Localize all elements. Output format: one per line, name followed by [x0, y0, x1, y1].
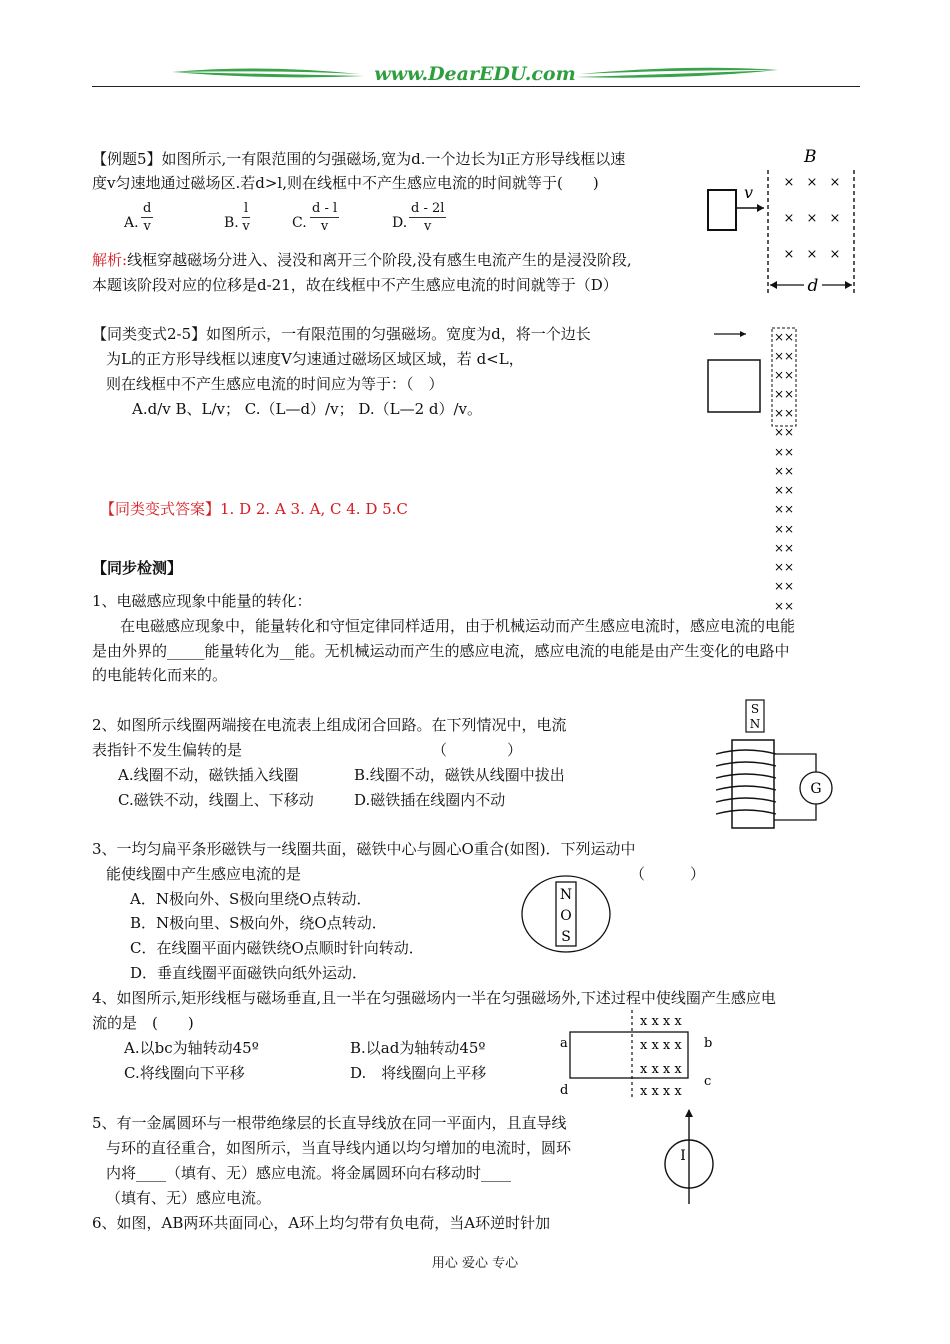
option-a-fraction — [141, 200, 153, 236]
example5-line2: 度v匀速地通过磁场区.若d>l,则在线框中不产生感应电流的时间就等于( ) — [92, 174, 599, 192]
velocity-arrowhead — [757, 204, 764, 212]
option-b-num: l — [244, 201, 249, 216]
variant25-line1: 【同类变式2-5】如图所示，一有限范围的匀强磁场。宽度为d，将一个边长 — [92, 325, 591, 343]
q4-option-b: B.以ad为轴转动45º — [350, 1039, 486, 1057]
variant25-figure — [700, 326, 810, 616]
variant25-line2: 为L的正方形导线框以速度V匀速通过磁场区域区域，若 d<L， — [106, 350, 524, 368]
cross-mark: × — [806, 211, 818, 226]
cross-mark: × — [783, 247, 795, 262]
cross-pair: ×× — [773, 349, 795, 363]
q3-option-b: B．N极向里、S极向外，绕O点转动． — [130, 914, 387, 932]
q4-figure — [556, 1008, 726, 1102]
option-c-num: d - l — [312, 201, 338, 216]
q3-line1: 3、一均匀扁平条形磁铁与一线圈共面，磁铁中心与圆心O重合(如图)．下列运动中 — [92, 840, 636, 858]
cross-row: x x x x — [640, 1062, 682, 1077]
cross-pair: ×× — [773, 599, 795, 613]
velocity-label: v — [744, 183, 754, 202]
corner-d-label: d — [560, 1083, 569, 1098]
cross-pair: ×× — [773, 445, 795, 459]
option-a-label: A. — [124, 215, 139, 231]
option-b-den: v — [242, 219, 250, 234]
cross-mark: × — [806, 247, 818, 262]
option-c-fraction — [310, 200, 339, 236]
q4-line1: 4、如图所示,矩形线框与磁场垂直,且一半在匀强磁场内一半在匀强磁场外,下述过程中使线圈产生感应电 — [92, 989, 776, 1007]
q1-line1: 1、电磁感应现象中能量的转化： — [92, 592, 312, 610]
corner-c-label: c — [704, 1074, 712, 1089]
coil-former — [732, 740, 774, 828]
cross-pair: ×× — [773, 425, 795, 439]
magnet-s-label: S — [750, 702, 760, 716]
analysis-text1: 线框穿越磁场分进入、浸没和离开三个阶段,没有感生电流产生的是浸没阶段, — [127, 251, 632, 269]
width-label: d — [807, 276, 819, 296]
cross-pair: ×× — [773, 560, 795, 574]
site-logo — [170, 62, 780, 88]
q2-option-b: B.线圈不动，磁铁从线圈中拔出 — [354, 766, 565, 784]
q1-line4: 的电能转化而来的。 — [92, 666, 228, 684]
q6-line1: 6、如图，AB两环共面同心，A环上均匀带有负电荷，当A环逆时针加 — [92, 1214, 551, 1232]
q2-line1: 2、如图所示线圈两端接在电流表上组成闭合回路。在下列情况中，电流 — [92, 716, 567, 734]
q2-line2: 表指针不发生偏转的是 — [92, 741, 243, 759]
example5-analysis-line1 — [92, 249, 632, 271]
q4-option-d: D. 将线圈向上平移 — [350, 1064, 487, 1082]
cross-row: x x x x — [640, 1014, 682, 1029]
variant-answers: 【同类变式答案】1. D 2. A 3. A, C 4. D 5.C — [100, 500, 408, 518]
galvanometer-label: G — [810, 781, 822, 797]
q5-line2: 与环的直径重合，如图所示，当直导线内通以均匀增加的电流时，圆环 — [106, 1139, 572, 1157]
magnet-n-label: N — [559, 887, 573, 903]
cross-mark: × — [829, 211, 841, 226]
q4-option-c: C.将线圈向下平移 — [124, 1064, 245, 1082]
option-b-fraction — [242, 200, 250, 236]
q2-option-a: A.线圈不动，磁铁插入线圈 — [118, 766, 299, 784]
cross-pair: ×× — [773, 483, 795, 497]
q5-line4: （填有、无）感应电流。 — [106, 1189, 272, 1207]
q2-figure — [712, 696, 842, 836]
q5-line1: 5、有一金属圆环与一根带绝缘层的长直导线放在同一平面内，且直导线 — [92, 1114, 567, 1132]
q3-option-c: C．在线圈平面内磁铁绕O点顺时针向转动． — [130, 939, 424, 957]
q1-line3: 是由外界的_____能量转化为__能。无机械运动而产生的感应电流，感应电流的电能是由产生变化的电路中 — [92, 642, 790, 660]
cross-mark: × — [806, 175, 818, 190]
wire-frame — [708, 190, 736, 230]
option-d-num: d - 2l — [411, 201, 445, 216]
example5-figure — [700, 140, 870, 300]
current-arrowhead — [685, 1109, 693, 1117]
width-arrowhead-left — [770, 281, 777, 289]
cross-pair: ×× — [773, 541, 795, 555]
q2-option-d: D.磁铁插在线圈内不动 — [354, 791, 506, 809]
q5-figure — [656, 1106, 722, 1208]
q2-paren: （ ） — [432, 741, 523, 759]
cross-pair: ×× — [773, 368, 795, 382]
q1-line2: 在电磁感应现象中，能量转化和守恒定律同样适用，由于机械运动而产生感应电流时，感应电流的电能 — [120, 617, 796, 635]
magnet-s-label: S — [561, 929, 571, 945]
sync-title: 【同步检测】 — [92, 559, 183, 577]
q3-figure — [518, 872, 618, 956]
q3-paren: （ ） — [630, 865, 706, 883]
cross-mark: × — [783, 211, 795, 226]
coil-windings — [716, 750, 776, 814]
q3-option-d: D．垂直线圈平面磁铁向纸外运动． — [130, 964, 368, 982]
cross-pair: ×× — [773, 579, 795, 593]
corner-b-label: b — [704, 1036, 713, 1051]
corner-a-label: a — [560, 1036, 568, 1051]
circuit-wire — [774, 804, 816, 820]
q3-line2: 能使线圈中产生感应电流的是 — [106, 865, 302, 883]
q4-option-a: A.以bc为轴转动45º — [124, 1039, 259, 1057]
q2-option-c: C.磁铁不动，线圈上、下移动 — [118, 791, 314, 809]
example5-line1: 【例题5】如图所示,一有限范围的匀强磁场,宽为d.一个边长为l正方形导线框以速 — [92, 150, 626, 168]
header-rule — [92, 86, 860, 87]
option-d-label: D. — [392, 215, 408, 231]
option-c-label: C. — [292, 215, 307, 231]
cross-mark: × — [829, 175, 841, 190]
analysis-label: 解析: — [92, 251, 128, 269]
option-a-den: v — [143, 219, 151, 234]
q5-line3: 内将____（填有、无）感应电流。将金属圆环向右移动时____ — [106, 1164, 512, 1182]
circuit-wire — [774, 754, 816, 772]
cross-pair: ×× — [773, 330, 795, 344]
center-o-label: O — [560, 908, 572, 924]
page-footer: 用心 爱心 专心 — [431, 1256, 519, 1271]
option-d-den: v — [424, 219, 432, 234]
current-label: I — [680, 1148, 686, 1164]
option-b-label: B. — [224, 215, 239, 231]
width-arrowhead-right — [845, 281, 852, 289]
cross-pair: ×× — [773, 522, 795, 536]
motion-arrowhead — [740, 331, 746, 337]
q4-line2: 流的是 ( ) — [92, 1014, 194, 1032]
cross-pair: ×× — [773, 464, 795, 478]
option-c-den: v — [320, 219, 329, 234]
cross-mark: × — [783, 175, 795, 190]
cross-pair: ×× — [773, 406, 795, 420]
wire-frame — [708, 360, 760, 412]
cross-row: x x x x — [640, 1084, 682, 1099]
option-d-fraction — [409, 200, 446, 236]
field-label-b: B — [804, 147, 817, 167]
logo-text: www.DearEDU.com — [374, 63, 576, 85]
cross-row: x x x x — [640, 1038, 682, 1053]
example5-analysis-line2: 本题该阶段对应的位移是d-21，故在线框中不产生感应电流的时间就等于（D） — [92, 276, 618, 294]
option-a-num: d — [143, 201, 152, 216]
variant25-line4: A.d/v B、L/v； C.（L—d）/v； D.（L—2 d）/v。 — [132, 400, 483, 418]
magnet-n-label: N — [749, 717, 761, 731]
variant25-line3: 则在线框中不产生感应电流的时间应为等于：（ ） — [106, 375, 444, 393]
cross-mark: × — [829, 247, 841, 262]
q3-option-a: A．N极向外、S极向里绕O点转动． — [130, 890, 372, 908]
cross-pair: ×× — [773, 502, 795, 516]
cross-pair: ×× — [773, 387, 795, 401]
